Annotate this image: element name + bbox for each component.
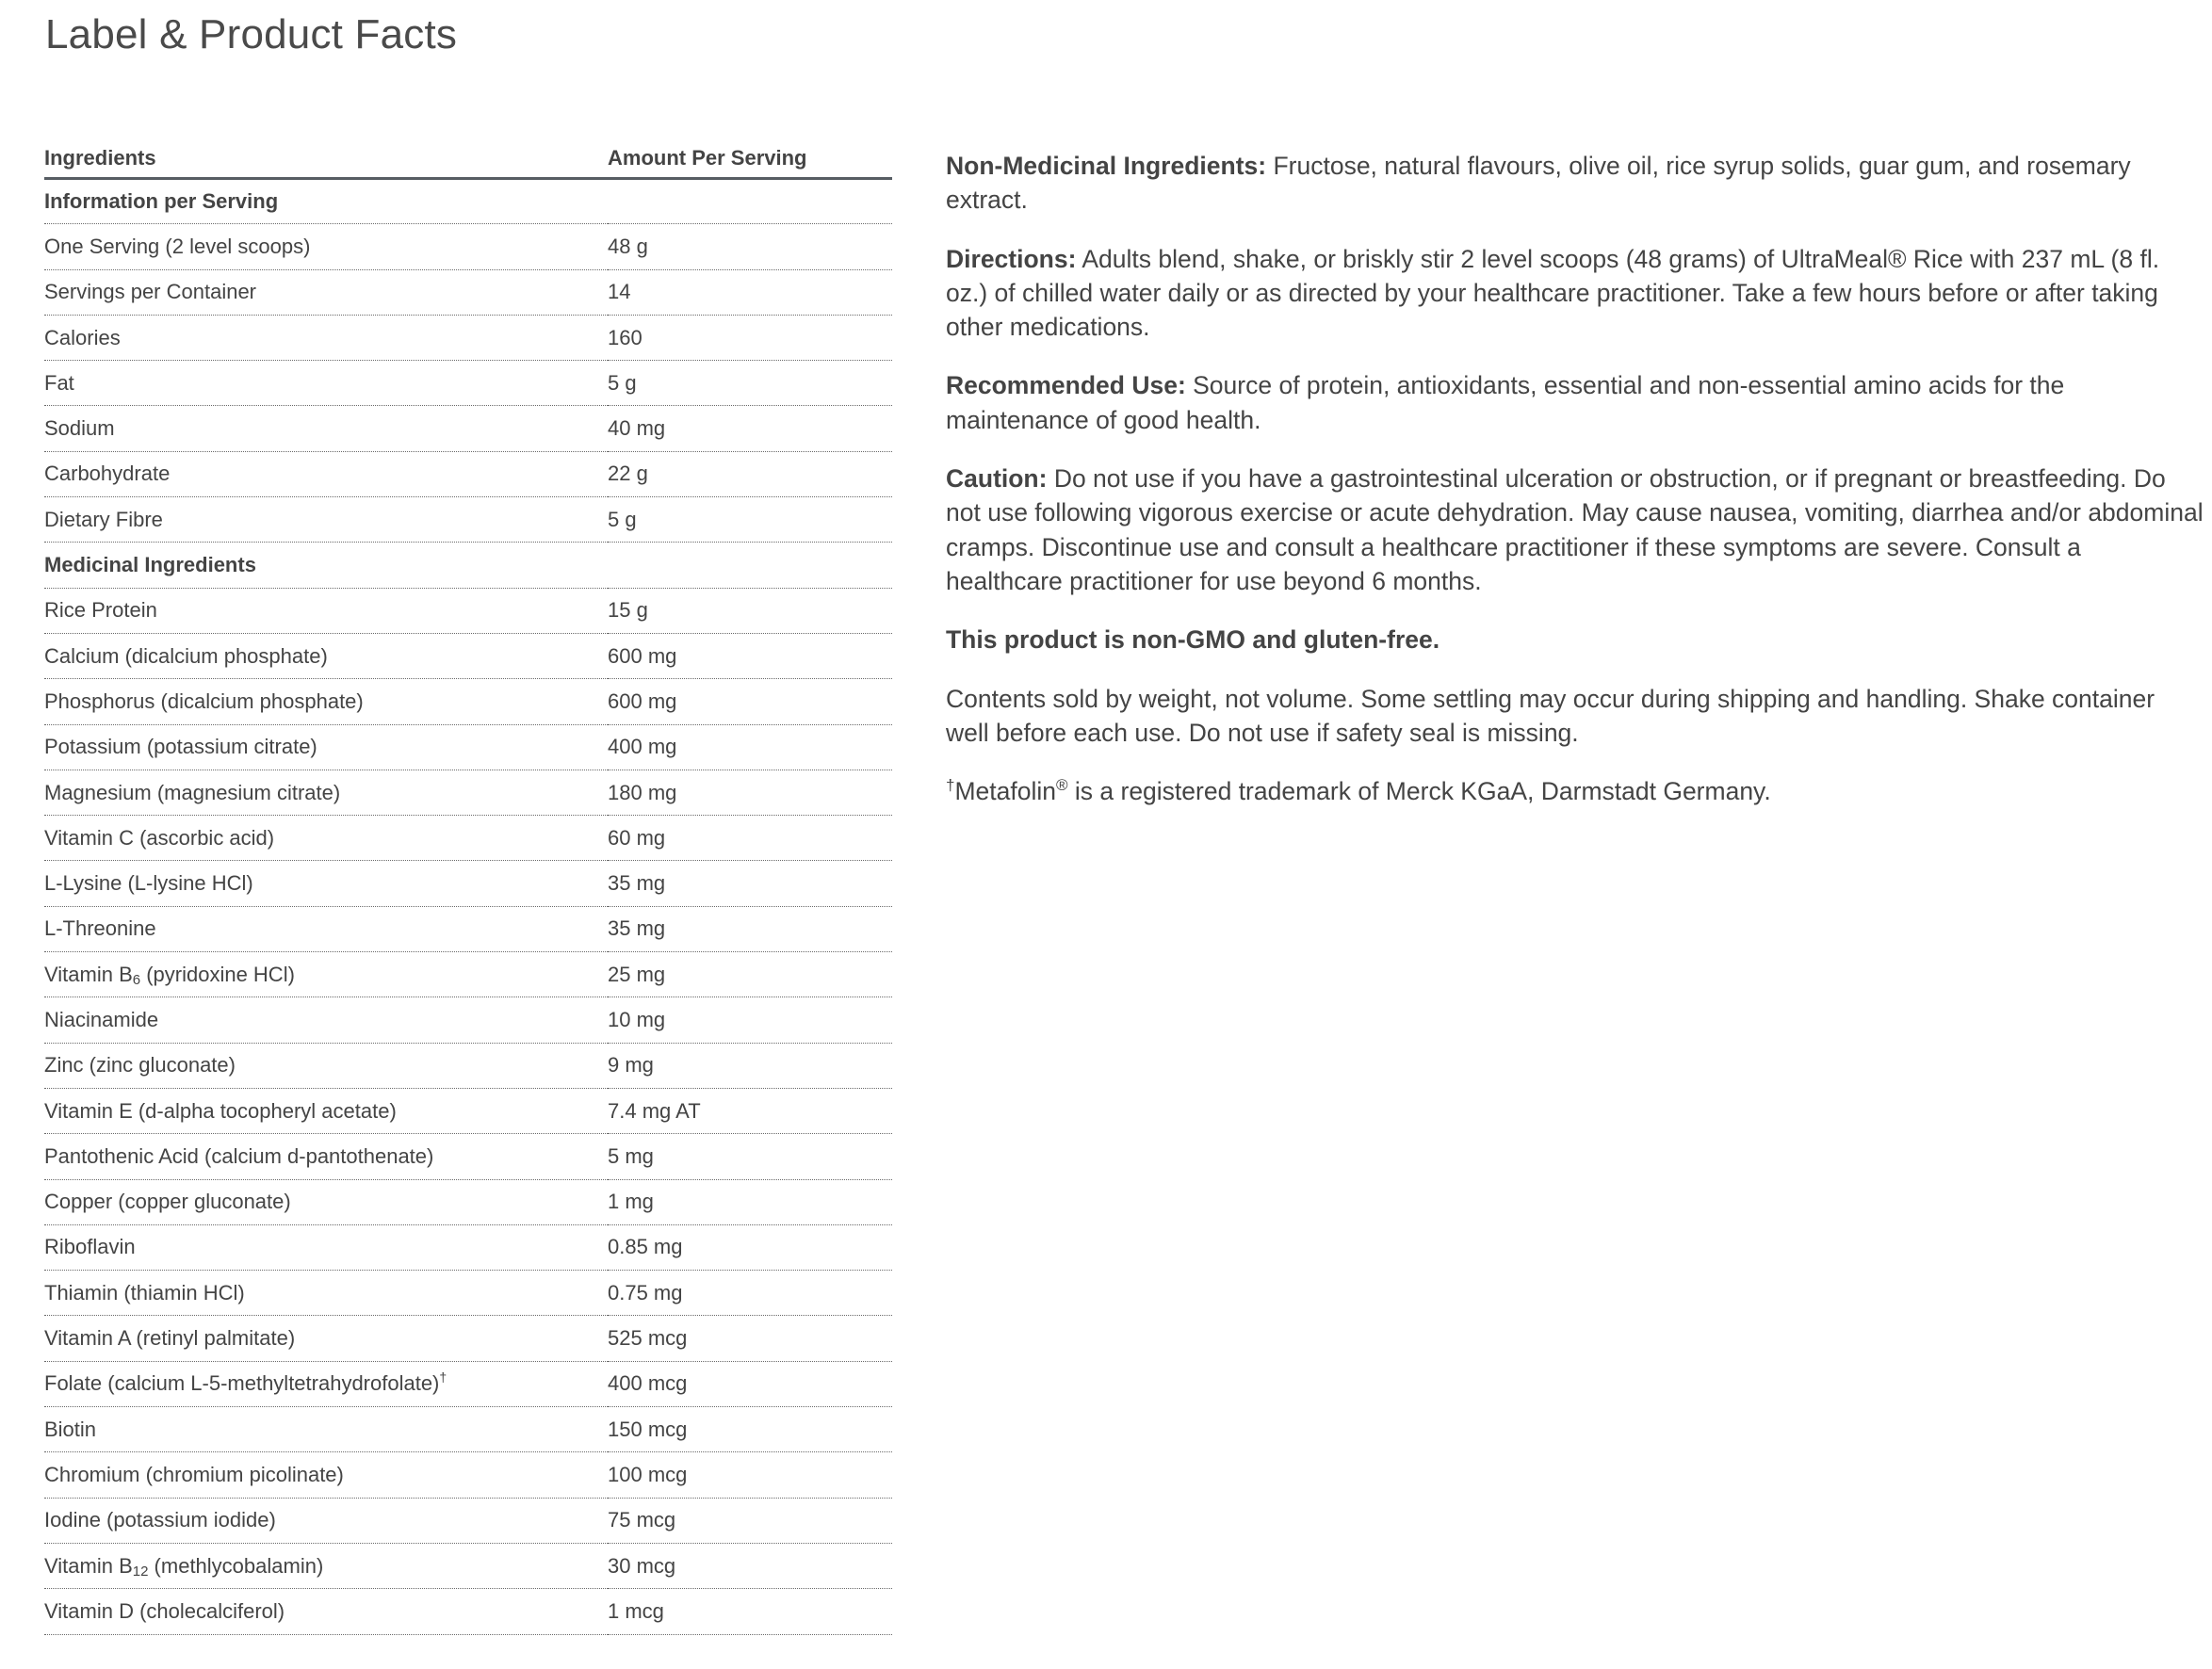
table-row [44, 588, 892, 633]
ingredient-amount: 22 g [608, 451, 892, 496]
ingredient-amount: 150 mcg [608, 1407, 892, 1452]
ingredient-name [44, 1316, 608, 1361]
ingredient-name [44, 1407, 608, 1452]
table-header-row [44, 139, 892, 179]
ingredient-amount [608, 543, 892, 588]
ingredient-name-text: Vitamin B [44, 1553, 133, 1578]
ingredient-amount: 40 mg [608, 406, 892, 451]
ingredient-name-text: Zinc (zinc gluconate) [44, 1053, 236, 1078]
ingredient-amount: 10 mg [608, 997, 892, 1043]
table-row [44, 1179, 892, 1224]
ingredient-name-text: Servings per Container [44, 280, 257, 304]
non-medicinal-label: Non-Medicinal Ingredients: [946, 152, 1267, 180]
ingredient-name [44, 724, 608, 770]
ingredient-amount: 1 mg [608, 1179, 892, 1224]
page-title: Label & Product Facts [45, 11, 458, 57]
ingredient-amount: 9 mg [608, 1043, 892, 1088]
ingredient-name-text: Dietary Fibre [44, 507, 163, 531]
recommended-use-text: Source of protein, antioxidants, essential and non-essential amino acids for the maintenance of good health. [946, 371, 2065, 434]
table-row [44, 997, 892, 1043]
ingredient-name-text: L-Threonine [44, 916, 156, 941]
ingredient-amount: 600 mg [608, 679, 892, 724]
ingredient-name-text: One Serving (2 level scoops) [44, 234, 311, 258]
ingredient-name [44, 1452, 608, 1498]
ingredient-name-text: Rice Protein [44, 598, 157, 623]
ingredient-amount: 7.4 mg AT [608, 1088, 892, 1133]
table-row [44, 1407, 892, 1452]
ingredient-name-text: Vitamin E (d-alpha tocopheryl acetate) [44, 1098, 397, 1123]
table-row [44, 816, 892, 861]
table-row [44, 497, 892, 543]
table-row [44, 1271, 892, 1316]
table-row [44, 269, 892, 315]
ingredient-name-text: Folate (calcium L-5-methyltetrahydrofolate) [44, 1371, 440, 1396]
ingredient-name [44, 1088, 608, 1133]
ingredient-name [44, 997, 608, 1043]
ingredient-name [44, 1543, 608, 1588]
directions-label: Directions: [946, 244, 1077, 273]
table-row [44, 1361, 892, 1406]
ingredient-amount [608, 179, 892, 224]
ingredient-subscript: 6 [132, 971, 141, 988]
registered-mark: ® [1056, 776, 1068, 795]
ingredient-name [44, 1179, 608, 1224]
ingredient-name-text: Sodium [44, 416, 115, 441]
ingredient-name-text: Vitamin A (retinyl palmitate) [44, 1326, 296, 1351]
ingredient-name [44, 770, 608, 815]
ingredient-name-suffix: (methlycobalamin) [148, 1553, 324, 1578]
table-row [44, 679, 892, 724]
table-row [44, 724, 892, 770]
recommended-use-label: Recommended Use: [946, 371, 1186, 400]
section-title [44, 543, 608, 588]
ingredient-name-text: Vitamin B [44, 962, 133, 986]
ingredient-amount: 60 mg [608, 816, 892, 861]
ingredient-name [44, 633, 608, 678]
ingredient-name [44, 1224, 608, 1270]
ingredient-name-text: Vitamin D (cholecalciferol) [44, 1598, 285, 1623]
ingredient-amount: 48 g [608, 224, 892, 269]
ingredient-name [44, 679, 608, 724]
ingredient-amount: 160 [608, 315, 892, 360]
caution-label: Caution: [946, 464, 1048, 494]
ingredient-name [44, 588, 608, 633]
ingredient-name [44, 315, 608, 360]
ingredient-name-text: Calcium (dicalcium phosphate) [44, 643, 328, 668]
table-row [44, 1589, 892, 1634]
directions-text: Adults blend, shake, or briskly stir 2 level scoops (48 grams) of UltraMeal® Rice with 237 mL (8 fl. oz.) of chilled water daily or as directed by your healthcare practitioner. Take a few hours before or after taking other medications. [946, 244, 2160, 342]
ingredient-name-text: Iodine (potassium iodide) [44, 1508, 276, 1532]
non-medicinal-ingredients [946, 149, 2204, 218]
ingredients-column-header: Ingredients [44, 139, 608, 179]
ingredient-amount: 25 mg [608, 952, 892, 997]
table-row [44, 1088, 892, 1133]
ingredient-name [44, 1498, 608, 1543]
ingredient-name-text: Information per Serving [44, 189, 279, 214]
ingredient-amount: 75 mcg [608, 1498, 892, 1543]
ingredients-table [44, 139, 892, 1635]
ingredient-name [44, 1043, 608, 1088]
ingredient-name [44, 1361, 608, 1406]
ingredient-name [44, 224, 608, 269]
ingredient-name [44, 269, 608, 315]
ingredient-amount: 15 g [608, 588, 892, 633]
ingredient-name-text: Thiamin (thiamin HCl) [44, 1280, 245, 1304]
table-row [44, 451, 892, 496]
ingredient-amount: 400 mg [608, 724, 892, 770]
table-row [44, 952, 892, 997]
table-row [44, 906, 892, 951]
table-row [44, 406, 892, 451]
trademark-note [946, 774, 2204, 808]
ingredient-amount: 400 mcg [608, 1361, 892, 1406]
ingredient-name-text: Chromium (chromium picolinate) [44, 1462, 344, 1486]
section-title [44, 179, 608, 224]
ingredient-name [44, 1134, 608, 1179]
table-row [44, 224, 892, 269]
ingredient-amount: 35 mg [608, 861, 892, 906]
ingredient-name [44, 861, 608, 906]
table-row [44, 1224, 892, 1270]
table-row [44, 633, 892, 678]
table-row [44, 1316, 892, 1361]
ingredient-amount: 100 mcg [608, 1452, 892, 1498]
ingredient-name-text: Magnesium (magnesium citrate) [44, 780, 341, 804]
ingredient-amount: 0.75 mg [608, 1271, 892, 1316]
non-medicinal-text: Fructose, natural flavours, olive oil, rice syrup solids, guar gum, and rosemary extract. [946, 152, 2131, 215]
ingredient-amount: 5 g [608, 361, 892, 406]
ingredient-name-text: Vitamin C (ascorbic acid) [44, 825, 275, 850]
ingredient-amount: 35 mg [608, 906, 892, 951]
contents-note: Contents sold by weight, not volume. Some settling may occur during shipping and handling. Shake container well before each use. Do not use if safety seal is missing. [946, 684, 2155, 747]
ingredient-name [44, 816, 608, 861]
trademark-text: is a registered trademark of Merck KGaA, Darmstadt Germany. [1067, 777, 1771, 806]
ingredient-name [44, 451, 608, 496]
ingredient-name [44, 1271, 608, 1316]
ingredient-name-text: Potassium (potassium citrate) [44, 735, 317, 759]
ingredient-name-suffix: (pyridoxine HCl) [140, 962, 295, 986]
ingredient-amount: 5 mg [608, 1134, 892, 1179]
ingredient-subscript: 12 [132, 1563, 149, 1580]
ingredient-name [44, 906, 608, 951]
ingredient-name [44, 952, 608, 997]
ingredient-name-text: Phosphorus (dicalcium phosphate) [44, 689, 364, 713]
gmo-statement-text: This product is non-GMO and gluten-free. [946, 625, 1440, 655]
ingredient-amount: 180 mg [608, 770, 892, 815]
gmo-statement [946, 623, 2204, 656]
ingredient-amount: 30 mcg [608, 1543, 892, 1588]
footnote-dagger-mark: † [439, 1369, 447, 1385]
ingredient-amount: 600 mg [608, 633, 892, 678]
table-row [44, 1134, 892, 1179]
directions [946, 242, 2204, 345]
caution-text: Do not use if you have a gastrointestinal ulceration or obstruction, or if pregnant or breastfeeding. Do not use following vigorous exercise or acute dehydration. May cause nausea, vomiting, diarrhea and/or abdominal cramps. Discontinue use and consult a healthcare practitioner if these symptoms are severe. Consult a healthcare practitioner for use beyond 6 months. [946, 464, 2204, 595]
table-section-row [44, 179, 892, 224]
table-row [44, 770, 892, 815]
ingredient-name-text: Biotin [44, 1417, 97, 1441]
table-row [44, 1043, 892, 1088]
ingredient-name-text: Riboflavin [44, 1235, 136, 1259]
ingredients-table-body [44, 179, 892, 1635]
ingredient-amount: 1 mcg [608, 1589, 892, 1634]
ingredient-name-text: L-Lysine (L-lysine HCl) [44, 871, 253, 896]
dagger-mark: † [946, 776, 955, 795]
ingredient-amount: 525 mcg [608, 1316, 892, 1361]
table-row [44, 861, 892, 906]
ingredient-name-text: Pantothenic Acid (calcium d-pantothenate) [44, 1143, 434, 1168]
ingredient-name-text: Medicinal Ingredients [44, 553, 256, 577]
table-row [44, 1543, 892, 1588]
ingredient-amount: 0.85 mg [608, 1224, 892, 1270]
recommended-use [946, 368, 2204, 437]
table-row [44, 1452, 892, 1498]
table-row [44, 1498, 892, 1543]
trademark-brand: Metafolin [954, 777, 1056, 806]
ingredient-name [44, 361, 608, 406]
caution [946, 462, 2204, 598]
ingredient-name [44, 406, 608, 451]
table-section-row [44, 543, 892, 588]
ingredient-name-text: Copper (copper gluconate) [44, 1190, 291, 1214]
ingredient-name [44, 497, 608, 543]
ingredient-name-text: Calories [44, 325, 121, 349]
table-row [44, 361, 892, 406]
ingredient-name-text: Carbohydrate [44, 462, 171, 486]
product-info-panel [946, 149, 2204, 833]
ingredient-name-text: Niacinamide [44, 1007, 159, 1031]
amount-column-header: Amount Per Serving [608, 139, 892, 179]
ingredient-name [44, 1589, 608, 1634]
ingredient-amount: 14 [608, 269, 892, 315]
ingredient-name-text: Fat [44, 370, 74, 395]
ingredient-amount: 5 g [608, 497, 892, 543]
table-row [44, 315, 892, 360]
